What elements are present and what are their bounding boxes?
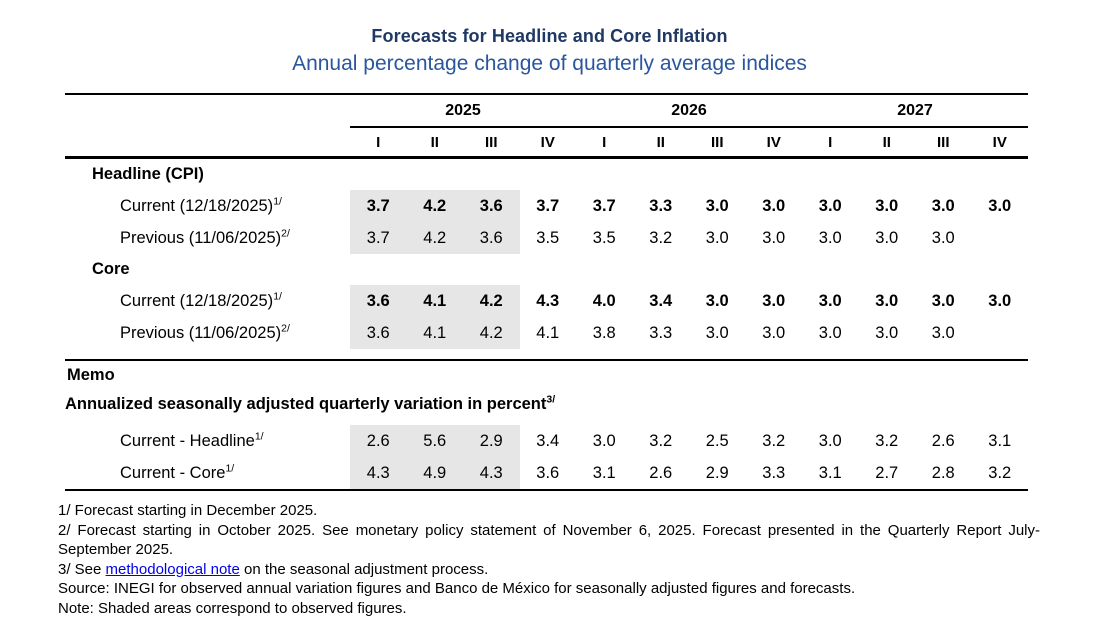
memo-section bbox=[65, 361, 1028, 489]
value-cell: 2.9 bbox=[705, 464, 729, 482]
quarter-label: II bbox=[882, 133, 891, 151]
value-cell: 3.0 bbox=[818, 197, 842, 215]
value-cell: 4.9 bbox=[407, 457, 464, 489]
value-cell: 4.2 bbox=[463, 317, 520, 349]
value-cell: 2.6 bbox=[350, 425, 407, 457]
quarter-header-spacer bbox=[65, 128, 350, 156]
value-cell: 3.0 bbox=[762, 324, 786, 342]
quarter-label: IV bbox=[992, 133, 1007, 151]
footnote-marker-3: 3/ bbox=[546, 393, 556, 406]
quarter-header-row bbox=[65, 128, 1028, 156]
value-cell: 4.1 bbox=[536, 324, 560, 342]
quarter-label: II bbox=[656, 133, 665, 151]
value-cell: 3.1 bbox=[988, 432, 1012, 450]
value-cell: 3.0 bbox=[875, 229, 899, 247]
value-cell: 4.0 bbox=[592, 292, 616, 310]
value-cell: 3.1 bbox=[592, 464, 616, 482]
section-header: Headline (CPI) bbox=[92, 165, 204, 183]
footnote-marker: 1/ bbox=[254, 430, 264, 443]
value-cell: 3.0 bbox=[818, 229, 842, 247]
value-cell: 3.0 bbox=[762, 229, 786, 247]
value-cell: 4.2 bbox=[407, 190, 464, 222]
report-page bbox=[0, 26, 1099, 618]
table-row bbox=[65, 425, 1028, 457]
value-cell: 3.2 bbox=[875, 432, 899, 450]
quarter-label: II bbox=[430, 133, 439, 151]
footnote-marker: 1/ bbox=[273, 290, 282, 303]
row-label: Current - Core$^{1/}$ bbox=[120, 462, 235, 482]
value-cell: 3.0 bbox=[931, 229, 955, 247]
row-label: Previous $(11/06/2025)^{2/}$ bbox=[120, 322, 290, 342]
row-values bbox=[350, 222, 1028, 254]
value-cell: 3.5 bbox=[536, 229, 560, 247]
value-cell: 4.2 bbox=[407, 222, 464, 254]
source-note: Source: INEGI for observed annual variation figures and Banco de México for seasonally adjusted figures and forecasts. bbox=[58, 580, 856, 597]
value-cell: 3.4 bbox=[649, 292, 673, 310]
quarter-label: IV bbox=[540, 133, 555, 151]
value-cell: 3.3 bbox=[649, 197, 673, 215]
value-cell: 3.2 bbox=[649, 229, 673, 247]
quarter-label: III bbox=[936, 133, 950, 151]
value-cell: 3.5 bbox=[592, 229, 616, 247]
quarter-label: III bbox=[710, 133, 724, 151]
value-cell: 3.0 bbox=[592, 432, 616, 450]
value-cell: 3.0 bbox=[762, 197, 786, 215]
value-cell: 3.4 bbox=[536, 432, 560, 450]
value-cell: 3.0 bbox=[875, 324, 899, 342]
memo-rows bbox=[65, 425, 1028, 489]
value-cell: 3.7 bbox=[592, 197, 616, 215]
value-cell: 2.6 bbox=[931, 432, 955, 450]
value-cell: 4.2 bbox=[463, 285, 520, 317]
section-header-row bbox=[65, 254, 1028, 285]
value-cell: 3.0 bbox=[931, 324, 955, 342]
value-cell: 3.3 bbox=[762, 464, 786, 482]
footnote-marker: 2/ bbox=[281, 227, 290, 240]
value-cell: 3.7 bbox=[536, 197, 560, 215]
footnote-1: 1/ Forecast starting in December 2025. bbox=[58, 502, 318, 519]
footnotes bbox=[58, 501, 1040, 618]
year-header-row bbox=[65, 95, 1028, 128]
value-cell: 3.0 bbox=[762, 292, 786, 310]
value-cell: 4.1 bbox=[407, 317, 464, 349]
value-cell: 2.5 bbox=[705, 432, 729, 450]
value-cell: 3.7 bbox=[350, 222, 407, 254]
value-cell: 3.0 bbox=[818, 324, 842, 342]
value-cell: 5.6 bbox=[407, 425, 464, 457]
footnote-marker: 1/ bbox=[273, 195, 282, 208]
value-cell: 3.8 bbox=[592, 324, 616, 342]
value-cell: 3.0 bbox=[988, 197, 1012, 215]
table-row bbox=[65, 285, 1028, 317]
page-subtitle: Annual percentage change of quarterly average indices bbox=[292, 52, 807, 75]
year-header-spacer bbox=[65, 95, 350, 128]
value-cell: 3.0 bbox=[931, 197, 955, 215]
page-title: Forecasts for Headline and Core Inflation bbox=[371, 26, 728, 46]
value-cell: 3.0 bbox=[818, 432, 842, 450]
value-cell: 2.6 bbox=[649, 464, 673, 482]
value-cell: 3.6 bbox=[463, 190, 520, 222]
footnote-marker: 1/ bbox=[225, 462, 235, 475]
row-values bbox=[350, 425, 1028, 457]
quarter-label: III bbox=[484, 133, 498, 151]
value-cell: 3.2 bbox=[649, 432, 673, 450]
value-cell: 3.0 bbox=[818, 292, 842, 310]
quarter-label: I bbox=[828, 133, 833, 151]
footnote-3: 3/ See methodological note on the seasonal adjustment process. bbox=[58, 560, 489, 578]
value-cell: 3.0 bbox=[988, 292, 1012, 310]
value-cell: 4.3 bbox=[350, 457, 407, 489]
section-header: Core bbox=[92, 260, 130, 278]
table-row bbox=[65, 190, 1028, 222]
value-cell: 3.6 bbox=[463, 222, 520, 254]
value-cell: 4.1 bbox=[407, 285, 464, 317]
row-label: Current - Headline$^{1/}$ bbox=[120, 430, 264, 450]
quarter-label: I bbox=[376, 133, 381, 151]
value-cell: 2.7 bbox=[875, 464, 899, 482]
table-row bbox=[65, 457, 1028, 489]
footnote-marker: 2/ bbox=[281, 322, 290, 335]
row-values bbox=[350, 317, 1028, 349]
value-cell: 3.0 bbox=[931, 292, 955, 310]
quarter-label: IV bbox=[766, 133, 781, 151]
value-cell: 3.0 bbox=[705, 197, 729, 215]
row-label: Current $(12/18/2025)^{1/}$ bbox=[120, 290, 282, 310]
table-bottom-rule bbox=[65, 489, 1028, 491]
shading-note: Note: Shaded areas correspond to observed figures. bbox=[58, 599, 407, 617]
row-values bbox=[350, 190, 1028, 222]
footnote-2: 2/ Forecast starting in October 2025. See monetary policy statement of November 6, 2025. Forecast presented in the Quarterly Report July-September 2025. bbox=[58, 521, 1040, 558]
memo-subheader: Annualized seasonally adjusted quarterly variation in percent$^{3/}$ bbox=[65, 393, 556, 413]
value-cell: 2.9 bbox=[463, 425, 520, 457]
value-cell: 3.0 bbox=[705, 324, 729, 342]
year-label: 2025 bbox=[445, 101, 481, 119]
value-cell: 3.6 bbox=[350, 285, 407, 317]
value-cell: 3.0 bbox=[875, 292, 899, 310]
value-cell: 3.0 bbox=[705, 292, 729, 310]
year-label: 2027 bbox=[897, 101, 933, 119]
value-cell: 3.3 bbox=[649, 324, 673, 342]
row-label: Current $(12/18/2025)^{1/}$ bbox=[120, 195, 282, 215]
quarter-label: I bbox=[602, 133, 607, 151]
table-row bbox=[65, 317, 1028, 349]
row-values bbox=[350, 285, 1028, 317]
value-cell: 3.6 bbox=[350, 317, 407, 349]
value-cell bbox=[972, 317, 1029, 349]
value-cell: 3.7 bbox=[350, 190, 407, 222]
value-cell: 3.0 bbox=[875, 197, 899, 215]
row-label: Previous $(11/06/2025)^{2/}$ bbox=[120, 227, 290, 247]
memo-header: Memo bbox=[67, 366, 115, 384]
value-cell: 4.3 bbox=[536, 292, 560, 310]
value-cell: 3.2 bbox=[762, 432, 786, 450]
value-cell: 3.0 bbox=[705, 229, 729, 247]
value-cell: 2.8 bbox=[931, 464, 955, 482]
value-cell: 3.6 bbox=[536, 464, 560, 482]
section-header-row bbox=[65, 159, 1028, 190]
year-labels bbox=[350, 95, 1028, 128]
value-cell: 3.2 bbox=[988, 464, 1012, 482]
methodological-note-link[interactable]: methodological note bbox=[105, 560, 240, 578]
table-row bbox=[65, 222, 1028, 254]
table-body bbox=[65, 159, 1028, 349]
forecast-table bbox=[65, 93, 1028, 491]
year-label: 2026 bbox=[671, 101, 707, 119]
value-cell: 4.3 bbox=[463, 457, 520, 489]
quarter-labels bbox=[350, 128, 1028, 156]
row-values bbox=[350, 457, 1028, 489]
value-cell bbox=[972, 222, 1029, 254]
value-cell: 3.1 bbox=[818, 464, 842, 482]
